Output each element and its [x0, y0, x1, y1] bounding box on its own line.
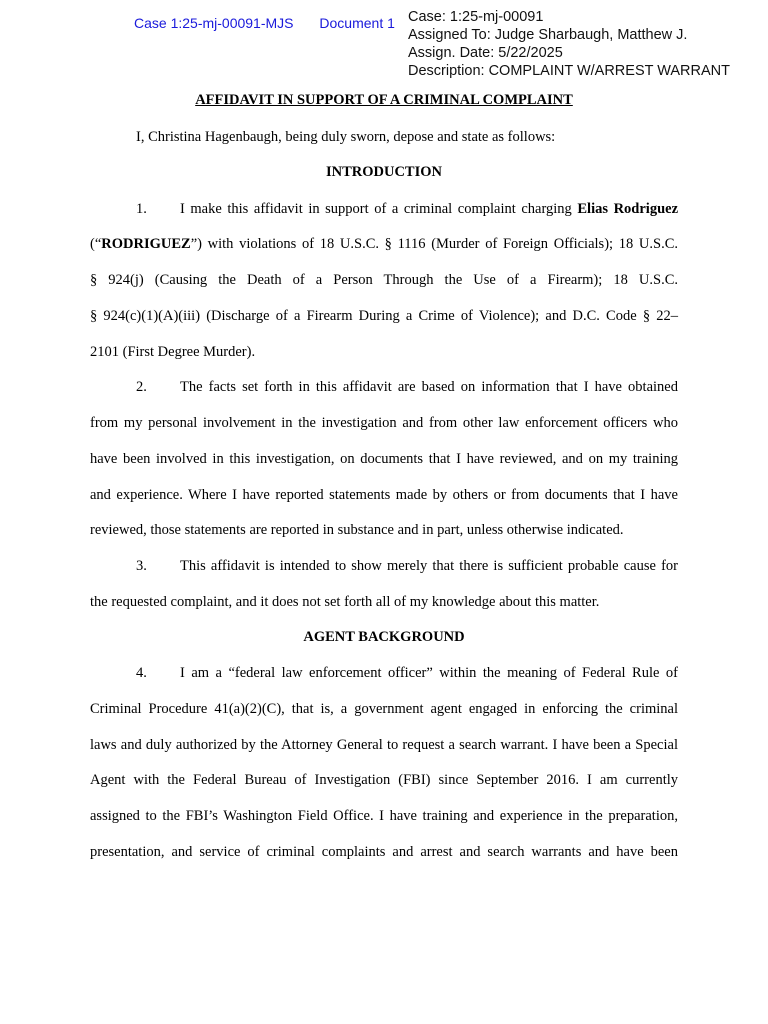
paragraph-1-line-1: [180, 201, 678, 218]
stamp-case: Case: 1:25-mj-00091: [408, 9, 544, 25]
defendant-short-name: RODRIGUEZ: [101, 236, 191, 252]
p1-text: I make this affidavit in support of a criminal complaint charging: [180, 201, 578, 217]
paragraph-3-line-2: the requested complaint, and it does not set forth all of my knowledge about this matter.: [90, 594, 600, 610]
document-number-header: Document 1: [319, 15, 395, 31]
paragraph-1-line-2: [90, 236, 678, 253]
defendant-name: Elias Rodriguez: [577, 201, 679, 217]
stamp-assigned: Assigned To: Judge Sharbaugh, Matthew J.: [408, 27, 688, 43]
paragraph-1-line-5: 2101 (First Degree Murder).: [90, 344, 256, 360]
paragraph-number: 2.: [136, 379, 147, 395]
paragraph-4-line-1: I am a “federal law enforcement officer” within the meaning of Federal Rule of: [180, 665, 678, 681]
p1-text: ”) with violations of 18 U.S.C. § 1116 (Murder of Foreign Officials); 18 U.S.C.: [190, 236, 678, 252]
paragraph-number: 1.: [136, 201, 147, 217]
stamp-assign-date: Assign. Date: 5/22/2025: [408, 45, 563, 61]
p1-quote-open: (“: [90, 236, 102, 252]
heading-agent-background: AGENT BACKGROUND: [303, 629, 465, 645]
paragraph-2-line-1: The facts set forth in this affidavit are based on information that I have obtained: [180, 379, 678, 395]
paragraph-4-line-4: Agent with the Federal Bureau of Investigation (FBI) since September 2016. I am currently: [90, 772, 678, 788]
paragraph-2-line-5: reviewed, those statements are reported in substance and in part, unless otherwise indicated.: [90, 522, 624, 538]
document-title: AFFIDAVIT IN SUPPORT OF A CRIMINAL COMPLAINT: [195, 92, 573, 108]
paragraph-4-line-3: laws and duly authorized by the Attorney General to request a search warrant. I have been a Special: [90, 737, 678, 753]
paragraph-1-line-4: § 924(c)(1)(A)(iii) (Discharge of a Firearm During a Crime of Violence); and D.C. Code § 22–: [90, 308, 678, 324]
paragraph-4-line-5: assigned to the FBI’s Washington Field Office. I have training and experience in the preparation,: [90, 808, 678, 824]
ecf-header: [134, 15, 395, 31]
case-assignment-stamp: [404, 8, 768, 82]
paragraph-2-line-3: have been involved in this investigation, on documents that I have reviewed, and on my training: [90, 451, 678, 467]
heading-introduction: INTRODUCTION: [325, 164, 442, 180]
opening-statement: I, Christina Hagenbaugh, being duly sworn, depose and state as follows:: [136, 129, 556, 145]
case-number-header: Case 1:25-mj-00091-MJS: [134, 15, 294, 31]
paragraph-4-line-6: presentation, and service of criminal complaints and arrest and search warrants and have been: [90, 844, 678, 860]
paragraph-number: 3.: [136, 558, 147, 574]
paragraph-2-line-4: and experience. Where I have reported statements made by others or from documents that I have: [90, 487, 678, 503]
paragraph-1-line-3: § 924(j) (Causing the Death of a Person Through the Use of a Firearm); 18 U.S.C.: [90, 272, 678, 288]
stamp-description: Description: COMPLAINT W/ARREST WARRANT: [408, 63, 731, 79]
paragraph-number: 4.: [136, 665, 147, 681]
paragraph-2-line-2: from my personal involvement in the investigation and from other law enforcement officers who: [90, 415, 678, 431]
paragraph-3-line-1: This affidavit is intended to show merely that there is sufficient probable cause for: [180, 558, 678, 574]
paragraph-4-line-2: Criminal Procedure 41(a)(2)(C), that is, a government agent engaged in enforcing the criminal: [90, 701, 678, 717]
